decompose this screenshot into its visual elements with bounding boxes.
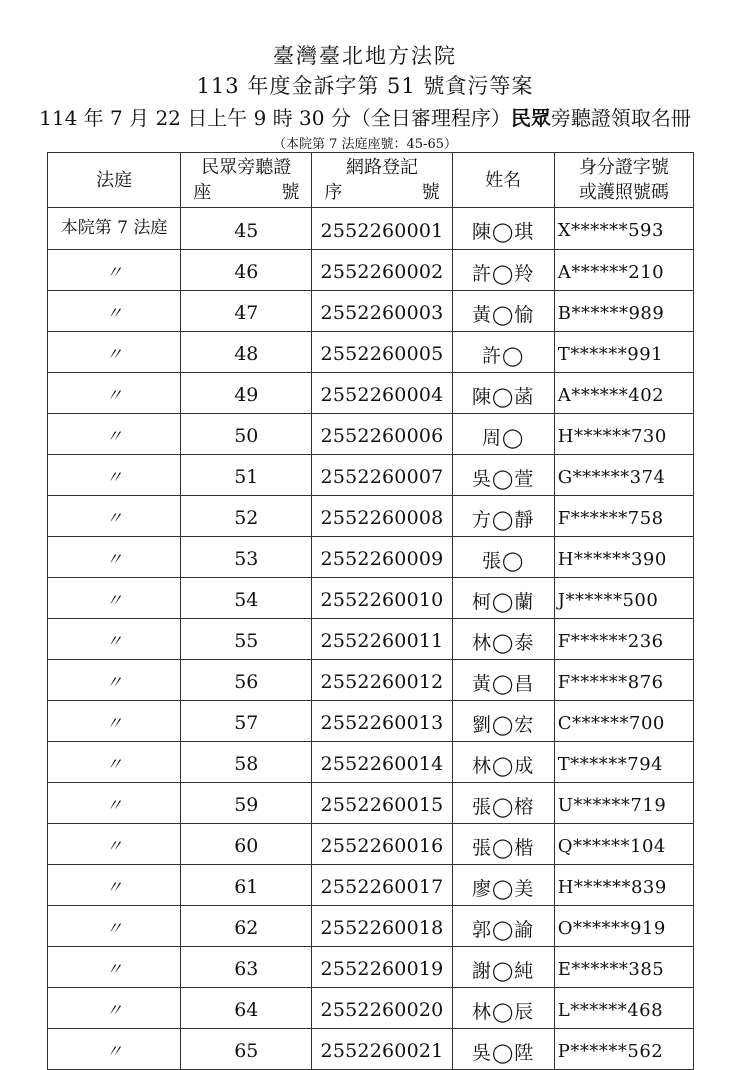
name-cell: 吳◯陞 — [452, 1029, 554, 1070]
table-row — [48, 455, 694, 496]
court-cell: 〃 — [48, 496, 181, 537]
court-cell: 〃 — [48, 1029, 181, 1070]
seat-number-cell: 49 — [181, 373, 312, 414]
table-row — [48, 578, 694, 619]
header-seat-line2a: 座 — [193, 182, 212, 203]
header-id-line1: 身分證字號 — [578, 157, 669, 178]
table-row — [48, 373, 694, 414]
header-name: 姓名 — [452, 153, 554, 208]
name-cell: 張◯榕 — [452, 783, 554, 824]
table-row — [48, 496, 694, 537]
case-title: 113 年度金訴字第 51 號貪污等案 — [196, 74, 534, 98]
seat-number-cell: 61 — [181, 865, 312, 906]
court-cell: 〃 — [48, 414, 181, 455]
name-cell: 林◯辰 — [452, 988, 554, 1029]
registration-number-cell: 2552260017 — [312, 865, 452, 906]
table-row — [48, 619, 694, 660]
id-number-cell: T******794 — [554, 742, 693, 783]
name-cell: 張◯楷 — [452, 824, 554, 865]
table-row — [48, 660, 694, 701]
court-cell: 〃 — [48, 537, 181, 578]
table-row — [48, 250, 694, 291]
id-number-cell: P******562 — [554, 1029, 693, 1070]
table-row — [48, 742, 694, 783]
name-cell: 劉◯宏 — [452, 701, 554, 742]
name-cell: 吳◯萱 — [452, 455, 554, 496]
id-number-cell: L******468 — [554, 988, 693, 1029]
table-row — [48, 701, 694, 742]
registration-number-cell: 2552260002 — [312, 250, 452, 291]
court-name: 臺灣臺北地方法院 — [273, 44, 457, 68]
table-row — [48, 988, 694, 1029]
name-cell: 郭◯諭 — [452, 906, 554, 947]
header-seat — [181, 153, 312, 208]
court-cell: 〃 — [48, 824, 181, 865]
header-reg-line1: 網路登記 — [345, 157, 418, 178]
seat-number-cell: 48 — [181, 332, 312, 373]
id-number-cell: F******758 — [554, 496, 693, 537]
court-cell: 〃 — [48, 988, 181, 1029]
court-cell: 〃 — [48, 742, 181, 783]
registration-number-cell: 2552260012 — [312, 660, 452, 701]
registration-number-cell: 2552260019 — [312, 947, 452, 988]
session-line-bold: 民眾 — [510, 106, 551, 130]
name-cell: 方◯靜 — [452, 496, 554, 537]
id-number-cell: H******839 — [554, 865, 693, 906]
registration-number-cell: 2552260011 — [312, 619, 452, 660]
id-number-cell: H******730 — [554, 414, 693, 455]
id-number-cell: C******700 — [554, 701, 693, 742]
seat-number-cell: 53 — [181, 537, 312, 578]
court-cell: 〃 — [48, 701, 181, 742]
seat-number-cell: 51 — [181, 455, 312, 496]
registration-number-cell: 2552260015 — [312, 783, 452, 824]
header-id — [554, 153, 693, 208]
header-court: 法庭 — [48, 153, 181, 208]
id-number-cell: T******991 — [554, 332, 693, 373]
seat-number-cell: 47 — [181, 291, 312, 332]
id-number-cell: A******210 — [554, 250, 693, 291]
seat-number-cell: 46 — [181, 250, 312, 291]
seat-number-cell: 57 — [181, 701, 312, 742]
registration-number-cell: 2552260021 — [312, 1029, 452, 1070]
name-cell: 黃◯愉 — [452, 291, 554, 332]
registration-number-cell: 2552260006 — [312, 414, 452, 455]
seat-number-cell: 56 — [181, 660, 312, 701]
id-number-cell: X******593 — [554, 208, 693, 250]
court-cell: 〃 — [48, 660, 181, 701]
name-cell: 廖◯美 — [452, 865, 554, 906]
court-cell: 〃 — [48, 250, 181, 291]
id-number-cell: F******236 — [554, 619, 693, 660]
name-cell: 許◯羚 — [452, 250, 554, 291]
seat-number-cell: 63 — [181, 947, 312, 988]
registration-number-cell: 2552260007 — [312, 455, 452, 496]
court-cell: 〃 — [48, 906, 181, 947]
registration-number-cell: 2552260020 — [312, 988, 452, 1029]
name-cell: 陳◯菡 — [452, 373, 554, 414]
name-cell: 林◯成 — [452, 742, 554, 783]
table-row — [48, 947, 694, 988]
registration-number-cell: 2552260010 — [312, 578, 452, 619]
session-line-suffix: 旁聽證領取名冊 — [550, 106, 691, 130]
registration-number-cell: 2552260005 — [312, 332, 452, 373]
table-row — [48, 414, 694, 455]
name-cell: 周◯ — [452, 414, 554, 455]
header-seat-line1: 民眾旁聽證 — [201, 157, 292, 178]
court-cell: 〃 — [48, 947, 181, 988]
seat-number-cell: 50 — [181, 414, 312, 455]
court-cell: 〃 — [48, 291, 181, 332]
table-row — [48, 1029, 694, 1070]
id-number-cell: Q******104 — [554, 824, 693, 865]
seat-number-cell: 45 — [181, 208, 312, 250]
header-id-line2: 或護照號碼 — [578, 182, 669, 203]
table-row — [48, 906, 694, 947]
attendee-table — [47, 152, 694, 1070]
id-number-cell: A******402 — [554, 373, 693, 414]
court-cell: 〃 — [48, 783, 181, 824]
table-row — [48, 537, 694, 578]
name-cell: 謝◯純 — [452, 947, 554, 988]
table-row — [48, 291, 694, 332]
id-number-cell: G******374 — [554, 455, 693, 496]
session-line-prefix: 114 年 7 月 22 日上午 9 時 30 分（全日審理程序） — [39, 106, 511, 130]
header-registration — [312, 153, 452, 208]
table-row — [48, 783, 694, 824]
table-row — [48, 332, 694, 373]
registration-number-cell: 2552260001 — [312, 208, 452, 250]
registration-number-cell: 2552260014 — [312, 742, 452, 783]
id-number-cell: H******390 — [554, 537, 693, 578]
name-cell: 陳◯琪 — [452, 208, 554, 250]
id-number-cell: J******500 — [554, 578, 693, 619]
registration-number-cell: 2552260008 — [312, 496, 452, 537]
id-number-cell: U******719 — [554, 783, 693, 824]
registration-number-cell: 2552260013 — [312, 701, 452, 742]
id-number-cell: F******876 — [554, 660, 693, 701]
court-cell: 〃 — [48, 455, 181, 496]
header-reg-line2b: 號 — [421, 182, 440, 203]
seat-number-cell: 55 — [181, 619, 312, 660]
header-seat-line2b: 號 — [281, 182, 300, 203]
table-row — [48, 865, 694, 906]
registration-number-cell: 2552260003 — [312, 291, 452, 332]
registration-number-cell: 2552260004 — [312, 373, 452, 414]
registration-number-cell: 2552260018 — [312, 906, 452, 947]
id-number-cell: B******989 — [554, 291, 693, 332]
court-cell: 〃 — [48, 619, 181, 660]
id-number-cell: O******919 — [554, 906, 693, 947]
seat-number-cell: 59 — [181, 783, 312, 824]
seat-number-cell: 62 — [181, 906, 312, 947]
name-cell: 張◯ — [452, 537, 554, 578]
seat-number-cell: 54 — [181, 578, 312, 619]
court-cell: 〃 — [48, 578, 181, 619]
court-cell: 〃 — [48, 332, 181, 373]
court-cell: 〃 — [48, 865, 181, 906]
table-header-row — [48, 153, 694, 208]
court-cell: 〃 — [48, 373, 181, 414]
seat-number-cell: 65 — [181, 1029, 312, 1070]
seat-range-note: （本院第 7 法庭座號：45-65） — [272, 137, 457, 152]
name-cell: 柯◯蘭 — [452, 578, 554, 619]
session-line — [0, 102, 730, 131]
seat-number-cell: 64 — [181, 988, 312, 1029]
name-cell: 林◯泰 — [452, 619, 554, 660]
name-cell: 許◯ — [452, 332, 554, 373]
seat-number-cell: 58 — [181, 742, 312, 783]
header-reg-line2a: 序 — [324, 182, 343, 203]
registration-number-cell: 2552260009 — [312, 537, 452, 578]
id-number-cell: E******385 — [554, 947, 693, 988]
table-row — [48, 824, 694, 865]
seat-number-cell: 60 — [181, 824, 312, 865]
seat-number-cell: 52 — [181, 496, 312, 537]
name-cell: 黃◯昌 — [452, 660, 554, 701]
table-row — [48, 208, 694, 250]
court-cell: 本院第 7 法庭 — [48, 208, 181, 250]
registration-number-cell: 2552260016 — [312, 824, 452, 865]
